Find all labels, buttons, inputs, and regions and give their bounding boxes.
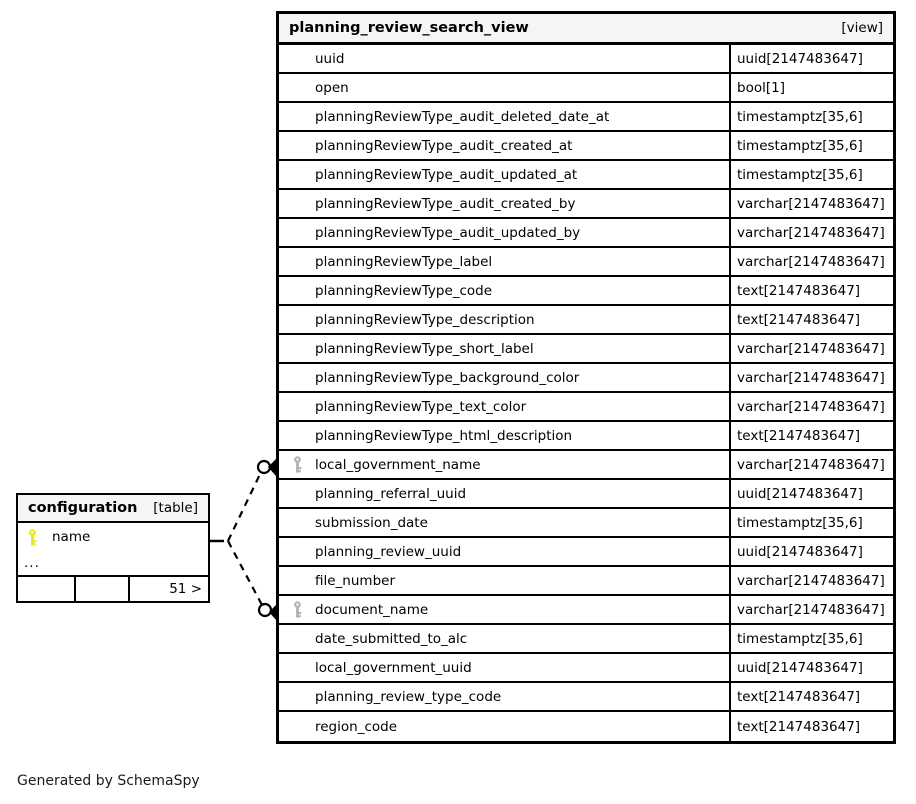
column-type: varchar[2147483647] — [737, 253, 885, 270]
key-slot-empty — [287, 509, 307, 536]
foreign-key-icon — [287, 451, 307, 478]
column-row[interactable] — [279, 422, 893, 451]
column-name: local_government_name — [315, 456, 481, 473]
column-row[interactable] — [279, 393, 893, 422]
column-type: uuid[2147483647] — [737, 485, 863, 502]
column-name: planningReviewType_label — [315, 253, 493, 270]
column-type: varchar[2147483647] — [737, 224, 885, 241]
column-name-cell — [279, 480, 729, 507]
column-name: region_code — [315, 718, 398, 735]
column-row[interactable] — [279, 480, 893, 509]
key-slot-empty — [287, 248, 307, 275]
column-name: planningReviewType_description — [315, 311, 535, 328]
key-slot-empty — [287, 567, 307, 594]
column-type: varchar[2147483647] — [737, 456, 885, 473]
column-name-cell — [279, 654, 729, 681]
column-row[interactable] — [279, 567, 893, 596]
column-name: open — [315, 79, 349, 96]
column-type: bool[1] — [737, 79, 785, 96]
footer-cell-middle — [76, 577, 130, 601]
relationship-arrowhead-upper — [268, 459, 276, 476]
key-slot-empty — [287, 422, 307, 449]
column-type-cell — [729, 74, 893, 101]
column-type-cell — [729, 306, 893, 333]
column-name-cell — [279, 190, 729, 217]
column-name-cell — [279, 451, 729, 478]
column-row[interactable] — [279, 190, 893, 219]
column-name: local_government_uuid — [315, 659, 472, 676]
column-name-cell — [279, 103, 729, 130]
column-type-cell — [729, 596, 893, 623]
key-slot-empty — [287, 712, 307, 741]
column-row[interactable] — [279, 538, 893, 567]
key-slot-empty — [287, 306, 307, 333]
column-row[interactable] — [279, 103, 893, 132]
column-row[interactable] — [279, 335, 893, 364]
column-name-cell — [279, 45, 729, 72]
key-slot-empty — [287, 45, 307, 72]
key-slot-empty — [287, 335, 307, 362]
column-name-cell — [279, 335, 729, 362]
column-name: planning_referral_uuid — [315, 485, 467, 502]
column-type: uuid[2147483647] — [737, 543, 863, 560]
column-type: uuid[2147483647] — [737, 50, 863, 67]
column-row[interactable] — [279, 306, 893, 335]
column-type-cell — [729, 712, 893, 741]
column-row[interactable] — [279, 161, 893, 190]
column-type: text[2147483647] — [737, 688, 861, 705]
column-name: planningReviewType_html_description — [315, 427, 573, 444]
column-row[interactable] — [279, 509, 893, 538]
column-name-cell — [279, 277, 729, 304]
column-name: uuid — [315, 50, 345, 67]
entity-kind-badge-view: [view] — [841, 20, 883, 36]
column-name: planningReviewType_audit_deleted_date_at — [315, 108, 610, 125]
column-type: varchar[2147483647] — [737, 398, 885, 415]
key-slot-empty — [287, 393, 307, 420]
key-slot-empty — [287, 103, 307, 130]
key-slot-empty — [287, 74, 307, 101]
column-name-cell — [18, 523, 208, 551]
key-slot-empty — [287, 161, 307, 188]
entity-configuration[interactable] — [16, 493, 210, 603]
column-row[interactable] — [279, 654, 893, 683]
column-row[interactable] — [279, 596, 893, 625]
column-name: planningReviewType_audit_created_at — [315, 137, 573, 154]
column-type: varchar[2147483647] — [737, 340, 885, 357]
key-slot-empty — [287, 480, 307, 507]
column-name: planningReviewType_audit_updated_at — [315, 166, 578, 183]
column-name-cell — [279, 248, 729, 275]
key-slot-empty — [287, 277, 307, 304]
column-name-cell — [279, 683, 729, 710]
column-type-cell — [729, 45, 893, 72]
column-type: uuid[2147483647] — [737, 659, 863, 676]
column-row[interactable] — [279, 683, 893, 712]
column-type-cell — [729, 422, 893, 449]
entity-planning-review-search-view[interactable] — [276, 11, 896, 744]
entity-header-configuration — [18, 495, 208, 523]
column-type-cell — [729, 335, 893, 362]
column-type: text[2147483647] — [737, 311, 861, 328]
column-name-cell — [279, 393, 729, 420]
column-row[interactable] — [279, 364, 893, 393]
entity-title-view: planning_review_search_view — [289, 20, 529, 36]
column-row[interactable] — [279, 712, 893, 741]
footer-cell-left — [18, 577, 76, 601]
column-type: timestamptz[35,6] — [737, 166, 863, 183]
relationship-optional-marker-lower — [259, 604, 271, 616]
column-name: planningReviewType_audit_created_by — [315, 195, 576, 212]
column-name: document_name — [315, 601, 429, 618]
column-list-view — [279, 45, 893, 741]
key-slot-empty — [287, 219, 307, 246]
column-type-cell — [729, 654, 893, 681]
column-name: planningReviewType_code — [315, 282, 493, 299]
entity-header-view — [279, 14, 893, 45]
key-slot-empty — [287, 190, 307, 217]
column-name-cell — [279, 74, 729, 101]
column-type-cell — [729, 364, 893, 391]
column-type-cell — [729, 161, 893, 188]
column-type: timestamptz[35,6] — [737, 137, 863, 154]
column-name-cell — [279, 161, 729, 188]
column-row[interactable] — [279, 74, 893, 103]
column-row[interactable] — [279, 45, 893, 74]
column-name-cell — [279, 306, 729, 333]
truncated-columns-indicator: ... — [18, 551, 208, 577]
column-type-cell — [729, 538, 893, 565]
column-name-cell — [279, 219, 729, 246]
column-type-cell — [729, 683, 893, 710]
key-slot-empty — [287, 683, 307, 710]
column-name-cell — [279, 538, 729, 565]
key-slot-empty — [287, 364, 307, 391]
column-name-cell — [279, 422, 729, 449]
generator-caption: Generated by SchemaSpy — [17, 773, 200, 789]
column-type: varchar[2147483647] — [737, 369, 885, 386]
column-name-cell — [279, 625, 729, 652]
entity-footer-configuration — [18, 577, 208, 601]
column-type-cell — [729, 132, 893, 159]
column-name: name — [52, 529, 91, 545]
column-type: varchar[2147483647] — [737, 601, 885, 618]
footer-cell-related-count[interactable]: 51 > — [169, 581, 202, 597]
column-name: planningReviewType_text_color — [315, 398, 527, 415]
relationship-optional-marker-upper — [258, 461, 270, 473]
primary-key-icon — [22, 523, 42, 551]
column-type: text[2147483647] — [737, 282, 861, 299]
key-slot-empty — [287, 538, 307, 565]
column-row[interactable] — [279, 277, 893, 306]
column-type: timestamptz[35,6] — [737, 630, 863, 647]
column-type-cell — [729, 451, 893, 478]
column-type-cell — [729, 393, 893, 420]
column-row[interactable] — [279, 132, 893, 161]
column-name-cell — [279, 712, 729, 741]
column-row[interactable] — [279, 451, 893, 480]
column-type-cell — [729, 509, 893, 536]
key-slot-empty — [287, 654, 307, 681]
column-type: text[2147483647] — [737, 427, 861, 444]
column-name: file_number — [315, 572, 395, 589]
column-name: date_submitted_to_alc — [315, 630, 468, 647]
column-type-cell — [729, 277, 893, 304]
key-slot-empty — [287, 625, 307, 652]
column-name: planningReviewType_background_color — [315, 369, 580, 386]
column-type-cell — [729, 219, 893, 246]
entity-kind-badge-configuration: [table] — [153, 500, 198, 516]
column-name: planningReviewType_short_label — [315, 340, 534, 357]
relationship-line-local-government-name — [228, 470, 262, 541]
column-name-cell — [279, 509, 729, 536]
column-type: varchar[2147483647] — [737, 572, 885, 589]
column-list-configuration — [18, 523, 208, 551]
foreign-key-icon — [287, 596, 307, 623]
column-type-cell — [729, 625, 893, 652]
column-row[interactable] — [279, 625, 893, 654]
column-name: planning_review_type_code — [315, 688, 502, 705]
column-type: timestamptz[35,6] — [737, 514, 863, 531]
column-name-cell — [279, 132, 729, 159]
column-row[interactable] — [279, 219, 893, 248]
column-name: submission_date — [315, 514, 428, 531]
entity-title-configuration: configuration — [28, 500, 138, 516]
column-type: text[2147483647] — [737, 718, 861, 735]
column-type: timestamptz[35,6] — [737, 108, 863, 125]
column-type-cell — [729, 567, 893, 594]
column-name: planning_review_uuid — [315, 543, 462, 560]
column-type-cell — [729, 480, 893, 507]
column-type-cell — [729, 190, 893, 217]
column-name-cell — [279, 364, 729, 391]
relationship-line-document-name — [228, 541, 262, 605]
column-name: planningReviewType_audit_updated_by — [315, 224, 581, 241]
column-row[interactable] — [279, 248, 893, 277]
column-type: varchar[2147483647] — [737, 195, 885, 212]
column-type-cell — [729, 103, 893, 130]
column-name-cell — [279, 567, 729, 594]
column-name-cell — [279, 596, 729, 623]
column-row[interactable] — [18, 523, 208, 551]
column-type-cell — [729, 248, 893, 275]
key-slot-empty — [287, 132, 307, 159]
